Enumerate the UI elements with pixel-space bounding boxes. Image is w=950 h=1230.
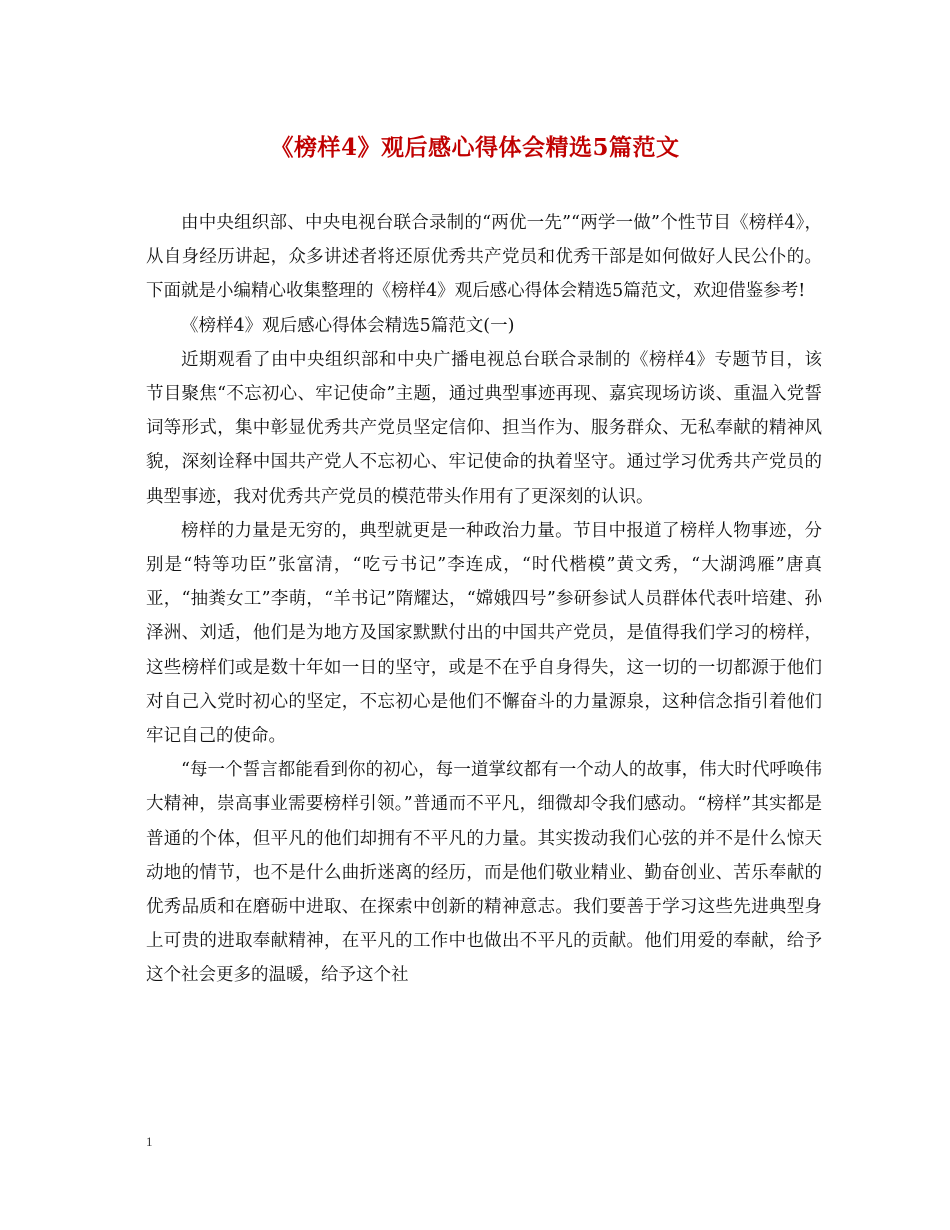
document-title: 《榜样4》观后感心得体会精选5篇范文	[270, 134, 680, 161]
section-heading: 《榜样4》观后感心得体会精选5篇范文(一)	[181, 315, 515, 336]
body-paragraph-1: 近期观看了由中央组织部和中央广播电视总台联合录制的《榜样4》专题节目，该节目聚焦“不忘初心、牢记使命”主题，通过典型事迹再现、嘉宾现场访谈、重温入党誓词等形式，集中彰显优秀共产党员坚定信仰、担当作为、服务群众、无私奉献的精神风貌，深刻诠释中国共产党人不忘初心、牢记使命的执着坚守。通过学习优秀共产党员的典型事迹，我对优秀共产党员的模范带头作用有了更深刻的认识。	[146, 349, 822, 507]
document-body	[146, 206, 822, 993]
body-paragraph-2: 榜样的力量是无穷的，典型就更是一种政治力量。节目中报道了榜样人物事迹，分别是“特等功臣”张富清，“吃亏书记”李连成，“时代楷模”黄文秀，“大湖鸿雁”唐真亚，“抽粪女工”李萌，“羊书记”隋耀达，“嫦娥四号”参研参试人员群体代表叶培建、孙泽洲、刘适，他们是为地方及国家默默付出的中国共产党员，是值得我们学习的榜样，这些榜样们或是数十年如一日的坚守，或是不在乎自身得失，这一切的一切都源于他们对自己入党时初心的坚定，不忘初心是他们不懈奋斗的力量源泉，这种信念指引着他们牢记自己的使命。	[146, 520, 822, 747]
body-paragraph-3: “每一个誓言都能看到你的初心，每一道掌纹都有一个动人的故事，伟大时代呼唤伟大精神，崇高事业需要榜样引领。”普通而不平凡，细微却令我们感动。“榜样”其实都是普通的个体，但平凡的他们却拥有不平凡的力量。其实拨动我们心弦的并不是什么惊天动地的情节，也不是什么曲折迷离的经历，而是他们敬业精业、勤奋创业、苦乐奉献的优秀品质和在磨砺中进取、在探索中创新的精神意志。我们要善于学习这些先进典型身上可贵的进取奉献精神，在平凡的工作中也做出不平凡的贡献。他们用爱的奉献，给予这个社会更多的温暖，给予这个社	[146, 760, 822, 986]
page-number: 1	[146, 1134, 153, 1149]
intro-paragraph: 由中央组织部、中央电视台联合录制的“两优一先”“两学一做”个性节目《榜样4》，从自身经历讲起，众多讲述者将还原优秀共产党员和优秀干部是如何做好人民公仆的。下面就是小编精心收集整理的《榜样4》观后感心得体会精选5篇范文，欢迎借鉴参考!	[146, 213, 822, 302]
